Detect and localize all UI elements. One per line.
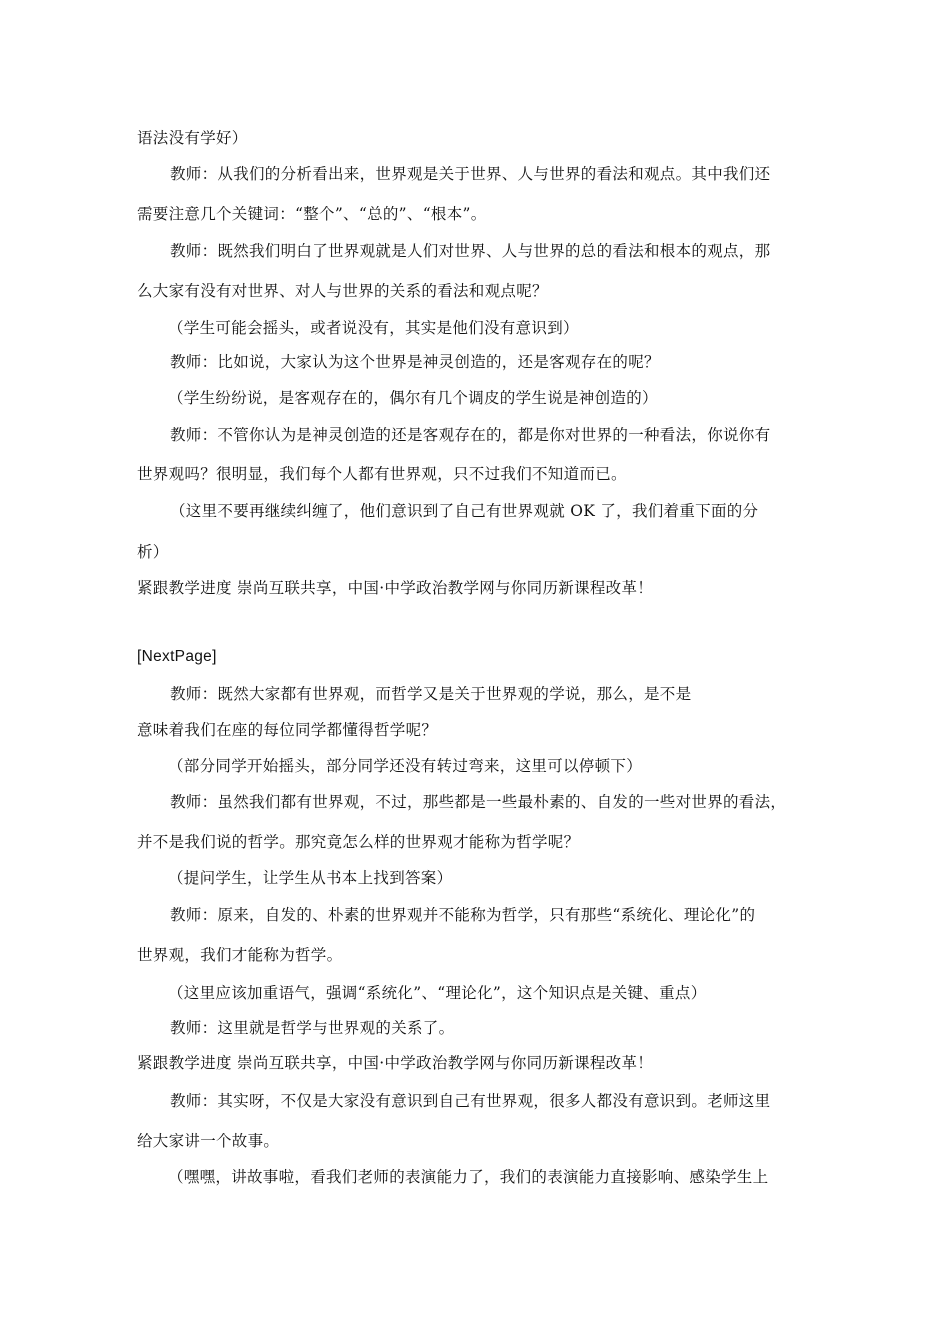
text-line: 世界观，我们才能称为哲学。 — [137, 946, 343, 964]
text-line: 教师：不管你认为是神灵创造的还是客观存在的，都是你对世界的一种看法，你说你有 — [170, 426, 771, 444]
text-line: （学生可能会摇头，或者说没有，其实是他们没有意识到） — [168, 319, 579, 337]
text-line: （这里应该加重语气，强调“系统化”、“理论化”，这个知识点是关键、重点） — [168, 984, 707, 1002]
text-line: （提问学生，让学生从书本上找到答案） — [168, 869, 453, 887]
text-line: 教师：比如说，大家认为这个世界是神灵创造的，还是客观存在的呢？ — [170, 353, 660, 371]
text-line: 教师：原来，自发的、朴素的世界观并不能称为哲学，只有那些“系统化、理论化”的 — [170, 906, 756, 924]
text-line: （部分同学开始摇头，部分同学还没有转过弯来，这里可以停顿下） — [168, 757, 643, 775]
text-line: 教师：既然我们明白了世界观就是人们对世界、人与世界的总的看法和根本的观点，那 — [170, 242, 771, 260]
text-line: 给大家讲一个故事。 — [137, 1132, 280, 1150]
text-line: 教师：虽然我们都有世界观，不过，那些都是一些最朴素的、自发的一些对世界的看法， — [170, 793, 787, 811]
text-line: 教师：从我们的分析看出来，世界观是关于世界、人与世界的看法和观点。其中我们还 — [170, 165, 771, 183]
text-line: 析） — [137, 543, 169, 561]
text-line: 么大家有没有对世界、对人与世界的关系的看法和观点呢？ — [137, 282, 548, 300]
text-line: 教师：这里就是哲学与世界观的关系了。 — [170, 1019, 455, 1037]
text-line: 需要注意几个关键词：“整个”、“总的”、“根本”。 — [137, 205, 487, 223]
text-line: （嘿嘿，讲故事啦，看我们老师的表演能力了，我们的表演能力直接影响、感染学生上 — [168, 1168, 769, 1186]
text-line: 并不是我们说的哲学。那究竟怎么样的世界观才能称为哲学呢？ — [137, 833, 580, 851]
text-line: 世界观吗？很明显，我们每个人都有世界观，只不过我们不知道而已。 — [137, 465, 627, 483]
text-line: 语法没有学好） — [137, 129, 248, 147]
text-line: 意味着我们在座的每位同学都懂得哲学呢？ — [137, 721, 438, 739]
footer-note: 紧跟教学进度 崇尚互联共享，中国·中学政治教学网与你同历新课程改革！ — [137, 579, 654, 597]
footer-note: 紧跟教学进度 崇尚互联共享，中国·中学政治教学网与你同历新课程改革！ — [137, 1054, 654, 1072]
text-line: 教师：其实呀，不仅是大家没有意识到自己有世界观，很多人都没有意识到。老师这里 — [170, 1092, 771, 1110]
text-line: 教师：既然大家都有世界观，而哲学又是关于世界观的学说，那么，是不是 — [170, 685, 692, 703]
next-page-marker: [NextPage] — [137, 648, 217, 665]
text-line: （这里不要再继续纠缠了，他们意识到了自己有世界观就 OK 了，我们着重下面的分 — [170, 502, 759, 520]
text-line: （学生纷纷说，是客观存在的，偶尔有几个调皮的学生说是神创造的） — [168, 389, 658, 407]
